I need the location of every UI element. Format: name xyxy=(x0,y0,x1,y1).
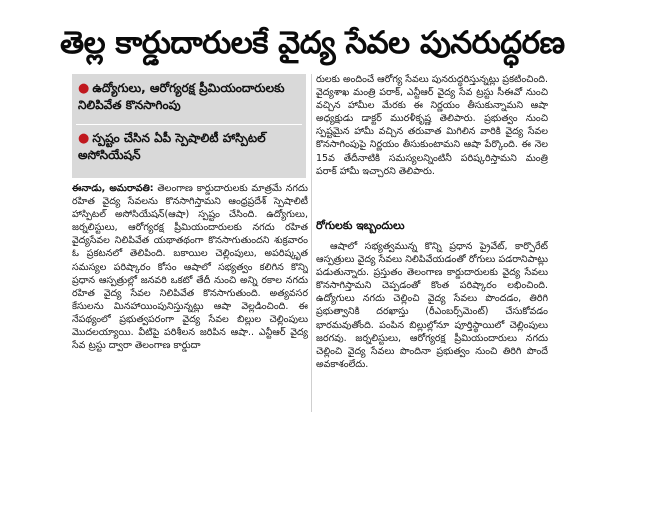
dateline: ఈనాడు, అమరావతి: xyxy=(72,183,154,194)
bullet-icon: ● xyxy=(78,81,90,96)
article-paragraph xyxy=(316,240,548,371)
article-text: ఆషాలో సభ్యత్వమున్న కొన్ని ప్రధాన ప్రైవేట్, కార్పొరేట్ ఆస్పత్రులు వైద్య సేవలు నిలిపివేయడంతో రోగులు పడరానిపాట్లు పడుతున్నారు. ప్రస్తుతం తెలంగాణ కార్డుదారులకు వైద్య సేవలు కొనసాగిస్తామని చెప్పడంతో కొంత పరిష్కారం లభించింది. ఉద్యోగులు నగదు చెల్లించి వైద్య సేవలు పొందడం, తిరిగి ప్రభుత్వానికి దరఖాస్తు (రీఎంబర్స్‌మెంట్) చేసుకోవడం భారమవుతోంది. పంపిన బిల్లుల్లోనూ పూర్తిస్థాయిలో చెల్లింపులు జరగవు. జర్నలిస్టులు, ఆరోగ్యరక్ష ప్రీమియందారులు నగదు చెల్లించి వైద్య సేవలు పొందినా ప్రభుత్వం నుంచి తిరిగి పొందే అవకాశంలేదు. xyxy=(316,241,548,370)
headline: తెల్ల కార్డుదారులకే వైద్య సేవల పునరుద్ధరణ xyxy=(60,25,565,61)
highlights-box xyxy=(72,74,306,178)
article-text: తెలంగాణ కార్డుదారులకు మాత్రమే నగదు రహిత వైద్య సేవలను కొనసాగిస్తామని ఆంధ్రప్రదేశ్ స్పెషాలిటీ హాస్పిటల్ అసోసియేషన్(ఆషా) స్పష్టం చేసింది. ఉద్యోగులు, జర్నలిస్టులు, ఆరోగ్యరక్ష ప్రీమియందారులకు నగదు రహిత వైద్యసేవల నిలిపివేత యథాతథంగా కొనసాగుతుందని శుక్రవారం ఓ ప్రకటనలో తెలిపింది. బకాయిల చెల్లింపులు, అపరిష్కృత సమస్యల పరిష్కారం కోసం ఆషాలో సభ్యత్వం కలిగిన కొన్ని ప్రధాన ఆస్పత్రుల్లో జనవరి ఒకటో తేదీ నుంచి అన్ని రకాల నగదు రహిత వైద్య సేవల నిలిపివేత కొనసాగుతుంది. అత్యవసర కేసులను మినహాయింపునిస్తున్నట్లు ఆషా వెల్లడించింది. ఈ నేపథ్యంలో ప్రభుత్వపరంగా వైద్య సేవల బిల్లుల చెల్లింపులు మొదలయ్యాయి. వీటిపై పరిశీలన జరిపిన ఆషా.. ఎన్టీఆర్ వైద్య సేవ ట్రస్టు ద్వారా తెలంగాణ కార్డుదా xyxy=(72,183,308,352)
highlight-item xyxy=(78,80,302,114)
article-paragraph xyxy=(72,182,308,352)
article-column-right-bottom xyxy=(316,240,548,402)
column-divider xyxy=(311,74,312,412)
article-paragraph: రులకు అందించే ఆరోగ్య సేవలు పునరుద్ధరిస్తున్నట్లు ప్రకటించింది. వైద్యశాఖ మంత్రి పరాక్, ఎన్టీఆర్ వైద్య సేవ ట్రస్టు సీఈవో నుంచి వచ్చిన హామీల మేరకు ఈ నిర్ణయం తీసుకున్నామని ఆషా అధ్యక్షుడు డాక్టర్ మురళీకృష్ణ తెలిపారు. ప్రభుత్వం నుంచి స్పష్టమైన హామీ వచ్చిన తరువాత మిగిలిన వారికి వైద్య సేవల కొనసాగింపుపై నిర్ణయం తీసుకుంటామని ఆషా పేర్కొంది. ఈ నెల 15వ తేదీనాటికి సమస్యలన్నింటినీ పరిష్కరిస్తామని మంత్రి పరాక్ హామీ ఇచ్చారని తెలిపారు. xyxy=(316,74,548,177)
highlight-divider xyxy=(76,124,302,125)
subheading: రోగులకు ఇబ్బందులు xyxy=(316,219,405,232)
highlight-text: ఉద్యోగులు, ఆరోగ్యరక్ష ప్రీమియందారులకు నిలిపివేత కొనసాగింపు xyxy=(78,81,285,112)
article-column-left xyxy=(72,182,308,414)
bullet-icon: ● xyxy=(78,131,90,146)
highlight-text: స్పష్టం చేసిన ఏపీ స్పెషాలిటీ హాస్పిటల్ అసోసియేషన్ xyxy=(78,131,266,162)
highlight-item xyxy=(78,130,302,164)
article-column-right-top xyxy=(316,73,548,213)
